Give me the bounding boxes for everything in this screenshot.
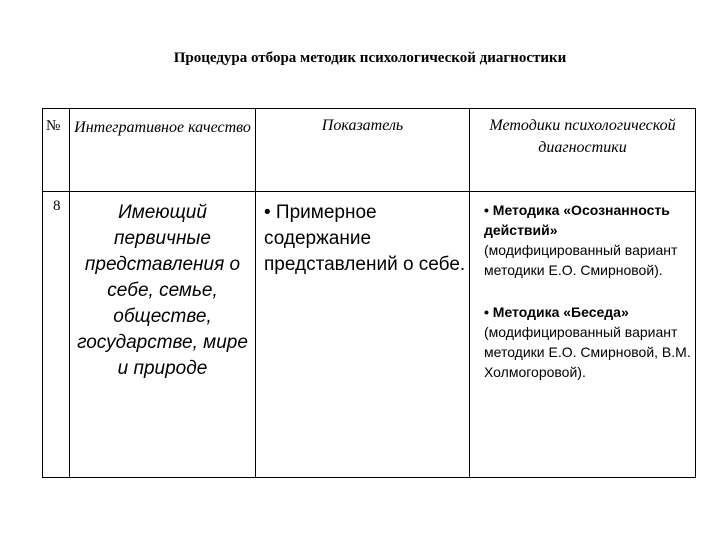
row-number: 8 <box>43 192 70 478</box>
row-indicator: • Примерное содержание представлений о себе. <box>256 192 470 478</box>
table-row <box>43 192 696 478</box>
row-quality: Имеющий первичные представления о себе, семье, обществе, государстве, мире и природе <box>70 192 256 478</box>
header-methods: Методики психологической диагностики <box>470 109 696 192</box>
header-quality: Интегративное качество <box>70 109 256 192</box>
row-methods <box>470 192 696 478</box>
method-item-1 <box>484 200 695 280</box>
method-1-title: • Методика «Осознанность действий» <box>484 202 670 238</box>
method-2-title: • Методика «Беседа» <box>484 304 629 320</box>
page-title: Процедура отбора методик психологической диагностики <box>173 50 567 66</box>
header-number: № <box>43 109 70 192</box>
method-item-2 <box>484 302 695 382</box>
table-header-row <box>43 109 696 192</box>
method-2-desc: (модифицированный вариант методики Е.О. Смирновой, В.М. Холмогоровой). <box>484 324 691 380</box>
method-1-desc: (модифицированный вариант методики Е.О. Смирновой). <box>484 242 678 278</box>
header-indicator: Показатель <box>256 109 470 192</box>
methods-table <box>42 108 696 478</box>
